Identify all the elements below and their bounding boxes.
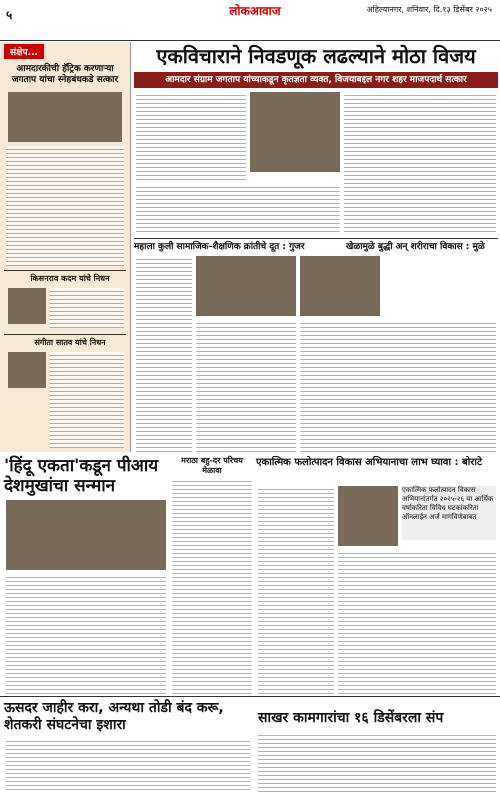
page-number: ५ [6,8,13,22]
sidebar-text-2 [50,288,124,328]
bottom-left-headline: ऊसदर जाहीर करा, अन्यथा तोडी बंद करू, शेतकरी संघटनेचा इशारा [4,700,224,733]
story3-headline: 'हिंदू एकता'कडून पीआय देशमुखांचा सन्मान [4,456,159,496]
divider [4,270,126,271]
lead-photo [250,92,340,172]
story4-text-col2 [338,550,496,694]
lead-text-col3 [344,92,496,234]
story4-photo [338,486,398,546]
story4-headline: एकात्मिक फलोत्पादन विकास अभियानाचा लाभ घ्यावा : बोराटे [256,457,483,468]
column-title: मराठा बहु-दर परिचय मेळावा [181,456,243,475]
story2-right-photo [300,256,380,316]
sidebar-item2-title: किसनराव कदम यांचे निधन [30,274,110,283]
dateline: अहिल्यानगर, शनिवार, दि.१३ डिसेंबर २०२५ [366,5,492,14]
sidebar-photo-1 [8,92,122,142]
story3-photo [6,500,166,570]
brief-news-sidebar [0,42,131,452]
story2-right-headline: खेळामुळे बुद्धी अन् शरीराचा विकास : मुळे [346,242,485,252]
story2-photo [196,256,296,316]
sidebar-text-3 [50,352,124,448]
lead-subheadline: आमदार संग्राम जगताप यांच्याकडून कृतज्ञता व्यक्त, विजयाबद्दल नगर शहर माजपदार्थ सत्कार [134,72,498,88]
sidebar-item1-title: आमदारकीची हॅट्रिक करणाऱ्या जगताप यांचा स्नेहबंधकडे सत्कार [11,64,119,85]
divider [4,334,126,335]
column-text [172,478,252,694]
story2-headline: महाला कुली सामाजिक-शैक्षणिक क्रांतीचे दूत : गुजर [134,242,305,252]
lead-headline: एकविचाराने निवडणूक लढल्याने मोठा विजय [156,44,476,68]
sidebar-item3-title: संगीता सातव यांचे निधन [34,338,106,347]
story2-text-col1 [136,256,192,452]
bottom-right-headline: साखर कामगारांचा १६ डिसेंबरला संप [258,710,444,726]
story4-notice-box: एकात्मिक फलोत्पादन विकास अभियानांतर्गत २०२५-२६ या आर्थिक वर्षाकरिता विविध घटकांकरिता ऑनलाईन अर्ज मागविणेबाबत [402,486,496,540]
obituary-photo-1 [8,288,46,324]
story3-text [6,574,166,694]
story4-text-col1 [258,486,334,694]
masthead [0,0,500,41]
bottom-right-text [258,732,496,792]
story2-text-col2 [196,320,296,452]
sidebar-text-1 [6,146,124,266]
section-label: संक्षेप... [4,44,44,59]
divider [0,696,500,697]
lead-text-col1 [136,92,246,182]
story2-right-text [300,320,496,452]
obituary-photo-2 [8,352,46,388]
newspaper-logo: लोकआवाज [229,4,281,18]
lead-text-col2 [136,184,340,234]
bottom-left-text [6,738,250,792]
divider [134,238,498,239]
